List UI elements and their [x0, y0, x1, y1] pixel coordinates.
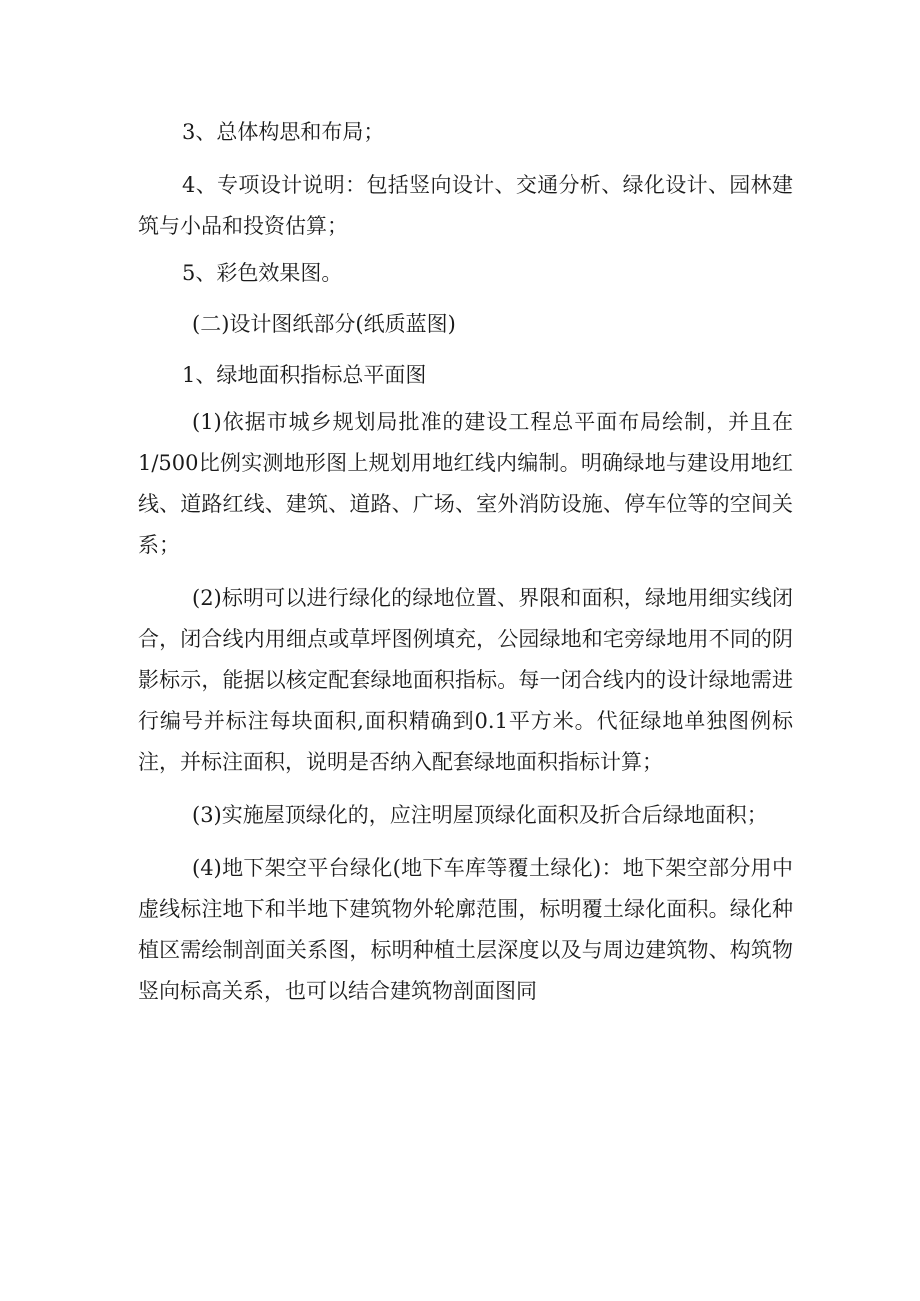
paragraph-clause-3: (3)实施屋顶绿化的，应注明屋顶绿化面积及折合后绿地面积；: [192, 803, 768, 827]
document-body: [138, 112, 793, 1012]
paragraph-item-5: 5、彩色效果图。: [182, 261, 343, 285]
subsection-heading-green-area-plan: 1、绿地面积指标总平面图: [182, 363, 427, 387]
paragraph-item-4: 4、专项设计说明：包括竖向设计、交通分析、绿化设计、园林建筑与小品和投资估算；: [138, 173, 793, 238]
section-heading-design-drawings: (二)设计图纸部分(纸质蓝图): [192, 312, 456, 336]
paragraph-clause-4: (4)地下架空平台绿化(地下车库等覆土绿化)：地下架空部分用中虚线标注地下和半地下建筑物外轮廓范围，标明覆土绿化面积。绿化种植区需绘制剖面关系图，标明种植土层深度以及与周边建筑物、构筑物竖向标高关系，也可以结合建筑物剖面图同: [138, 856, 793, 1003]
paragraph-clause-1: (1)依据市城乡规划局批准的建设工程总平面布局绘制，并且在1/500比例实测地形图上规划用地红线内编制。明确绿地与建设用地红线、道路红线、建筑、道路、广场、室外消防设施、停车位等的空间关系；: [138, 410, 793, 557]
paragraph-item-3: 3、总体构思和布局；: [182, 120, 385, 144]
paragraph-clause-2: (2)标明可以进行绿化的绿地位置、界限和面积，绿地用细实线闭合，闭合线内用细点或草坪图例填充，公园绿地和宅旁绿地用不同的阴影标示，能据以核定配套绿地面积指标。每一闭合线内的设计绿地需进行编号并标注每块面积,面积精确到0.1平方米。代征绿地单独图例标注，并标注面积，说明是否纳入配套绿地面积指标计算；: [138, 586, 793, 774]
